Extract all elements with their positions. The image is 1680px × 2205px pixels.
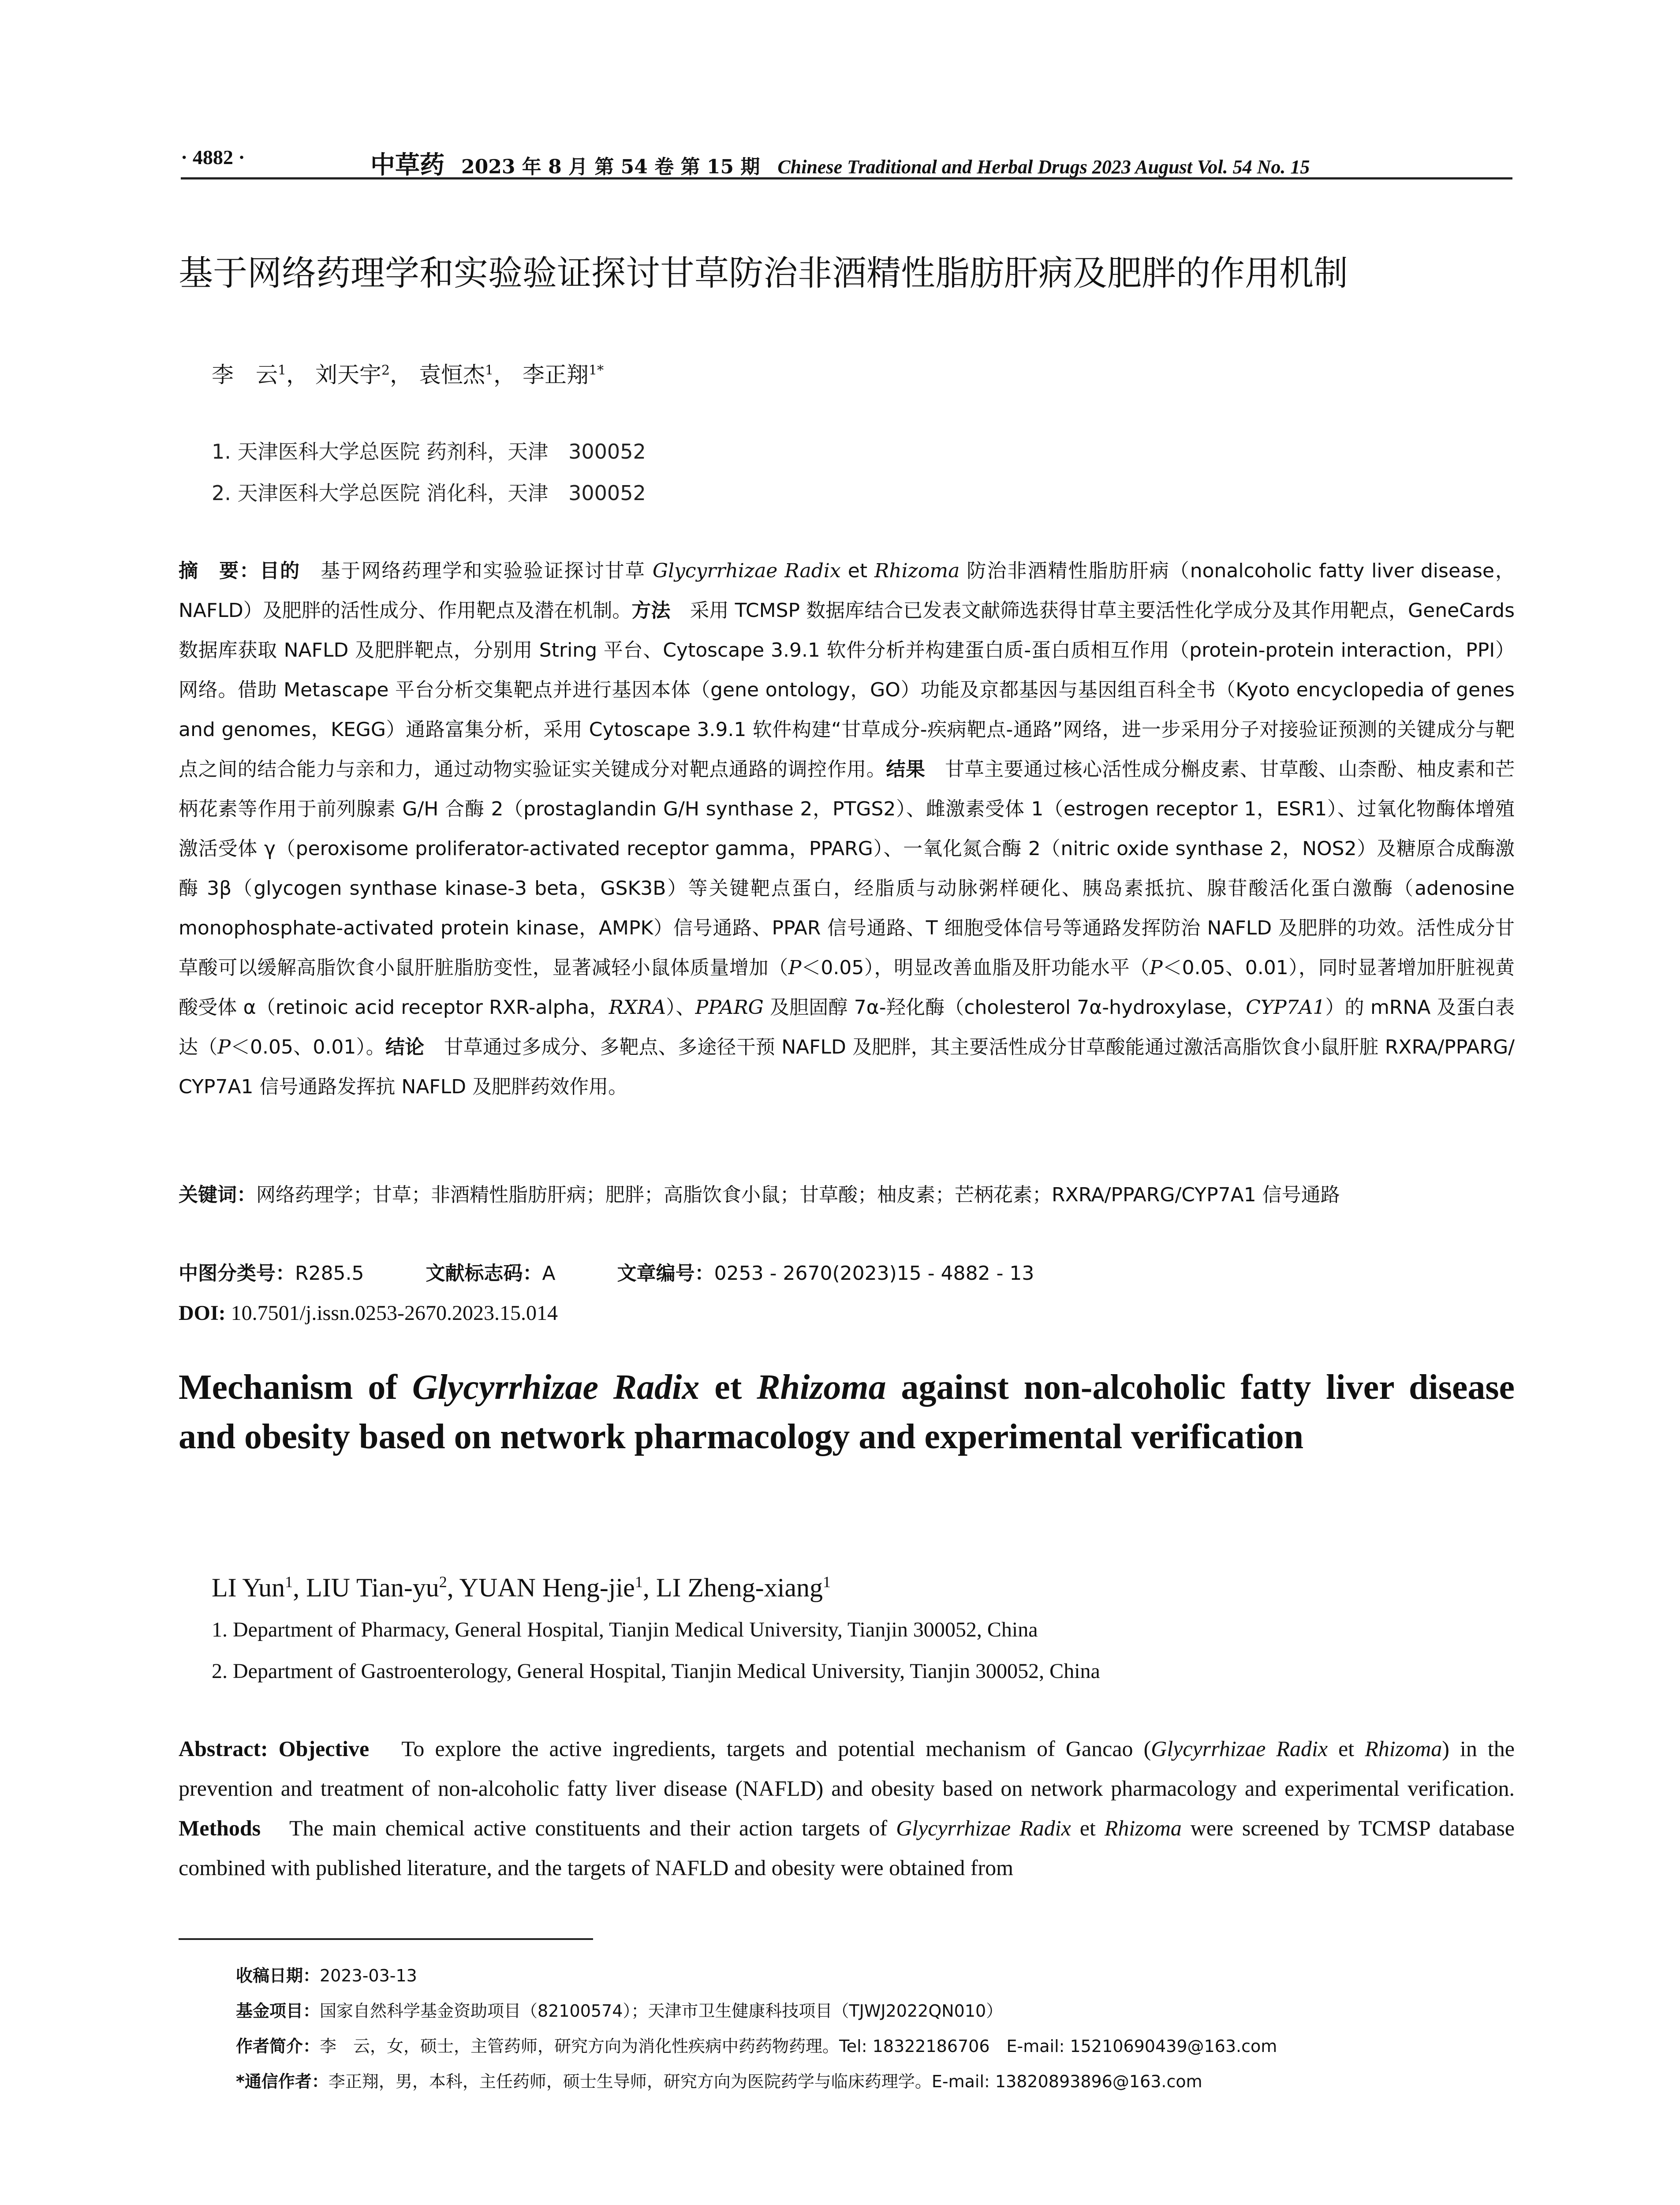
page-number: · 4882 · bbox=[181, 146, 245, 168]
footnote-rule bbox=[179, 1938, 593, 1940]
latin-name: Glycyrrhizae Radix bbox=[1151, 1736, 1328, 1761]
author-sup: 1* bbox=[589, 363, 604, 378]
article-number-value: 0253 - 2670(2023)15 - 4882 - 13 bbox=[714, 1262, 1034, 1285]
abstract-en-text: ) in the prevention and treatment of non-alcoholic fatty liver disease (NAFLD) and obesity based on network pharmacology and experimental verification. bbox=[179, 1736, 1515, 1801]
author-cn: 袁恒杰 bbox=[419, 362, 485, 388]
methods-text: 采用 TCMSP 数据库结合已发表文献筛选获得甘草主要活性化学成分及其作用靶点，GeneCards 数据库获取 NAFLD 及肥胖靶点，分别用 String 平台、Cytoscape 3.9.1 软件分析并构建蛋白质-蛋白质相互作用（protein-protein interaction，PPI）网络。借助 Metascape 平台分析交集靶点并进行基因本体（gene ontology，GO）功能及京都基因与基因组百科全书（Kyoto encyclopedia of genes and genomes，KEGG）通路富集分析，采用 Cytoscape 3.9.1 软件构建“甘草成分-疾病靶点-通路”网络，进一步采用分子对接验证预测的关键成分与靶点之间的结合能力与亲和力，通过动物实验证实关键成分对靶点通路的调控作用。 bbox=[179, 599, 1515, 781]
affiliation-cn-1: 1. 天津医科大学总医院 药剂科，天津 300052 bbox=[212, 440, 646, 463]
footnote-corresponding bbox=[236, 2064, 1515, 2099]
affiliation-cn-2: 2. 天津医科大学总医院 消化科，天津 300052 bbox=[212, 481, 646, 505]
latin-name: Rhizoma bbox=[1365, 1736, 1442, 1761]
conclusion-label: 结论 bbox=[385, 1036, 425, 1058]
footnotes bbox=[236, 1958, 1515, 2099]
abstract-label: 摘 要： bbox=[179, 560, 260, 582]
footnote-received bbox=[236, 1958, 1515, 1993]
running-header bbox=[181, 146, 1512, 177]
latin-name: Rhizoma bbox=[757, 1368, 886, 1407]
gene-name: CYP7A1 bbox=[1246, 996, 1325, 1019]
objective-label: 目的 bbox=[260, 560, 301, 582]
results-text: ）的 mRNA 及蛋白表达（ bbox=[179, 996, 1515, 1058]
footnote-text: 2023-03-13 bbox=[320, 1966, 417, 1985]
keywords-cn bbox=[179, 1175, 1515, 1215]
title-en bbox=[179, 1363, 1515, 1461]
conclusion-text: 甘草通过多成分、多靶点、多途径干预 NAFLD 及肥胖，其主要活性成分甘草酸能通过激活高脂饮食小鼠肝脏 RXRA/PPARG/ CYP7A1 信号通路发挥抗 NAFLD 及肥胖药效作用。 bbox=[179, 1036, 1515, 1098]
affiliation-en-2: 2. Department of Gastroenterology, General Hospital, Tianjin Medical University, Tianjin 300052, China bbox=[212, 1659, 1100, 1683]
abstract-en bbox=[179, 1729, 1515, 1887]
p-symbol: P bbox=[217, 1036, 231, 1058]
abstract-en-text: The main chemical active constituents and their action targets of bbox=[261, 1816, 896, 1840]
article-number-label: 文章编号： bbox=[617, 1262, 714, 1285]
author-separator: , bbox=[642, 1573, 656, 1602]
author-cn: 李正翔 bbox=[523, 362, 589, 388]
results-text: ＜0.05、0.01）。 bbox=[231, 1036, 385, 1058]
methods-en-label: Methods bbox=[179, 1816, 261, 1840]
results-label: 结果 bbox=[886, 758, 926, 781]
author-separator: , bbox=[447, 1573, 459, 1602]
author-separator: ， bbox=[286, 362, 309, 388]
latin-name: Glycyrrhizae Radix bbox=[896, 1816, 1071, 1840]
footnote-text: 国家自然科学基金资助项目（82100574）；天津市卫生健康科技项目（TJWJ2022QN010） bbox=[320, 2001, 1003, 2021]
author-sup: 1 bbox=[485, 363, 494, 378]
abstract-cn bbox=[179, 551, 1515, 1107]
footnote-author-bio bbox=[236, 2029, 1515, 2064]
p-symbol: P bbox=[788, 957, 802, 979]
latin-name: Glycyrrhizae Radix bbox=[652, 560, 841, 582]
footnote-label: 收稿日期： bbox=[236, 1966, 320, 1985]
footnote-label: *通信作者： bbox=[236, 2072, 329, 2091]
author-sup: 1 bbox=[823, 1573, 831, 1591]
author-sup: 2 bbox=[439, 1573, 447, 1591]
gene-name: RXRA bbox=[609, 996, 666, 1019]
author-en: YUAN Heng-jie bbox=[459, 1573, 635, 1602]
author-separator: , bbox=[293, 1573, 306, 1602]
abstract-en-text: To explore the active ingredients, targets and potential mechanism of Gancao ( bbox=[369, 1736, 1151, 1761]
author-en: LIU Tian-yu bbox=[306, 1573, 439, 1602]
author-sup: 1 bbox=[278, 363, 287, 378]
author-separator: ， bbox=[493, 362, 516, 388]
author-en: LI Zheng-xiang bbox=[656, 1573, 823, 1602]
objective-text: 防治非酒精性脂肪肝病（nonalcoholic fatty liver disease，NAFLD）及肥胖的活性成分、作用靶点及潜在机制。 bbox=[179, 560, 1515, 622]
doc-code-value: A bbox=[542, 1262, 556, 1285]
issue-cn: 2023 年 8 月 第 54 卷 第 15 期 bbox=[461, 156, 760, 178]
latin-name: Glycyrrhizae Radix bbox=[412, 1368, 700, 1407]
doi bbox=[179, 1293, 558, 1333]
methods-label: 方法 bbox=[631, 599, 671, 622]
results-text: ＜0.05），明显改善血脂及肝功能水平（ bbox=[801, 957, 1150, 979]
title-cn: 基于网络药理学和实验验证探讨甘草防治非酒精性脂肪肝病及肥胖的作用机制 bbox=[179, 254, 1348, 293]
classification-line bbox=[179, 1254, 1515, 1293]
gene-name: PPARG bbox=[695, 996, 764, 1019]
results-text: ＜0.05、0.01），同时显著增加肝脏视黄酸受体 α（retinoic acid receptor RXR-alpha， bbox=[179, 957, 1515, 1019]
abstract-en-label: Abstract: Objective bbox=[179, 1736, 370, 1761]
author-sup: 2 bbox=[381, 363, 390, 378]
objective-text: 基于网络药理学和实验验证探讨甘草 bbox=[300, 560, 653, 582]
author-cn: 李 云 bbox=[212, 362, 278, 388]
title-en-text: against non-alcoholic fatty liver disease and obesity based on network pharmacology and experimental verification bbox=[179, 1368, 1515, 1456]
abstract-en-text: et bbox=[1071, 1816, 1105, 1840]
doi-label: DOI: bbox=[179, 1301, 226, 1325]
doc-code-label: 文献标志码： bbox=[426, 1262, 542, 1285]
objective-text: et bbox=[840, 560, 875, 582]
author-sup: 1 bbox=[635, 1573, 643, 1591]
authors-en bbox=[212, 1570, 831, 1605]
footnote-label: 作者简介： bbox=[236, 2037, 320, 2056]
journal-logo: 中草药 bbox=[370, 150, 444, 179]
doi-link[interactable]: 10.7501/j.issn.0253-2670.2023.15.014 bbox=[225, 1301, 558, 1325]
clc-label: 中图分类号： bbox=[179, 1262, 295, 1285]
clc-value: R285.5 bbox=[295, 1262, 364, 1285]
abstract-en-text: et bbox=[1328, 1736, 1365, 1761]
results-text: 及胆固醇 7α-羟化酶（cholesterol 7α-hydroxylase， bbox=[763, 996, 1246, 1019]
affiliation-en-1: 1. Department of Pharmacy, General Hospital, Tianjin Medical University, Tianjin 300052, China bbox=[212, 1618, 1038, 1641]
authors-cn bbox=[212, 357, 1446, 392]
abstract-en-text: were screened by TCMSP database combined with published literature, and the targets of NAFLD and obesity were obtained from bbox=[179, 1816, 1515, 1880]
latin-name: Rhizoma bbox=[1104, 1816, 1182, 1840]
footnote-funding bbox=[236, 1993, 1515, 2029]
issue-en: Chinese Traditional and Herbal Drugs 2023 August Vol. 54 No. 15 bbox=[777, 156, 1310, 178]
title-en-text: Mechanism of bbox=[179, 1368, 412, 1407]
journal-info bbox=[370, 146, 1310, 181]
keywords-text: 网络药理学；甘草；非酒精性脂肪肝病；肥胖；高脂饮食小鼠；甘草酸；柚皮素；芒柄花素；RXRA/PPARG/CYP7A1 信号通路 bbox=[256, 1184, 1340, 1206]
author-separator: ， bbox=[390, 362, 412, 388]
results-text: 甘草主要通过核心活性成分槲皮素、甘草酸、山柰酚、柚皮素和芒柄花素等作用于前列腺素 G/H 合酶 2（prostaglandin G/H synthase 2，PTGS2）、雌激素受体 1（estrogen receptor 1，ESR1）、过氧化物酶体增殖激活受体 γ（peroxisome proliferator-activated receptor gamma，PPARG）、一氧化氮合酶 2（nitric oxide synthase 2，NOS2）及糖原合成酶激酶 3β（glycogen synthase kinase-3 beta，GSK3B）等关键靶点蛋白，经脂质与动脉粥样硬化、胰岛素抵抗、腺苷酸活化蛋白激酶（adenosine monophosphate-activated protein kinase，AMPK）信号通路、PPAR 信号通路、T 细胞受体信号等通路发挥防治 NAFLD 及肥胖的功效。活性成分甘草酸可以缓解高脂饮食小鼠肝脏脂肪变性，显著减轻小鼠体质量增加（ bbox=[179, 758, 1515, 979]
author-en: LI Yun bbox=[212, 1573, 285, 1602]
author-sup: 1 bbox=[285, 1573, 293, 1591]
header-rule bbox=[181, 177, 1512, 179]
p-symbol: P bbox=[1150, 957, 1163, 979]
footnote-text: 李 云，女，硕士，主管药师，研究方向为消化性疾病中药药物药理。Tel: 18322186706 E-mail: 15210690439@163.com bbox=[320, 2037, 1277, 2056]
keywords-label: 关键词： bbox=[179, 1184, 256, 1206]
latin-name: Rhizoma bbox=[874, 560, 960, 582]
footnote-label: 基金项目： bbox=[236, 2001, 320, 2021]
footnote-text: 李正翔，男，本科，主任药师，硕士生导师，研究方向为医院药学与临床药理学。E-mail: 13820893896@163.com bbox=[328, 2072, 1202, 2091]
author-cn: 刘天宇 bbox=[315, 362, 381, 388]
title-en-text: et bbox=[699, 1368, 757, 1407]
results-text: ）、 bbox=[666, 996, 695, 1019]
